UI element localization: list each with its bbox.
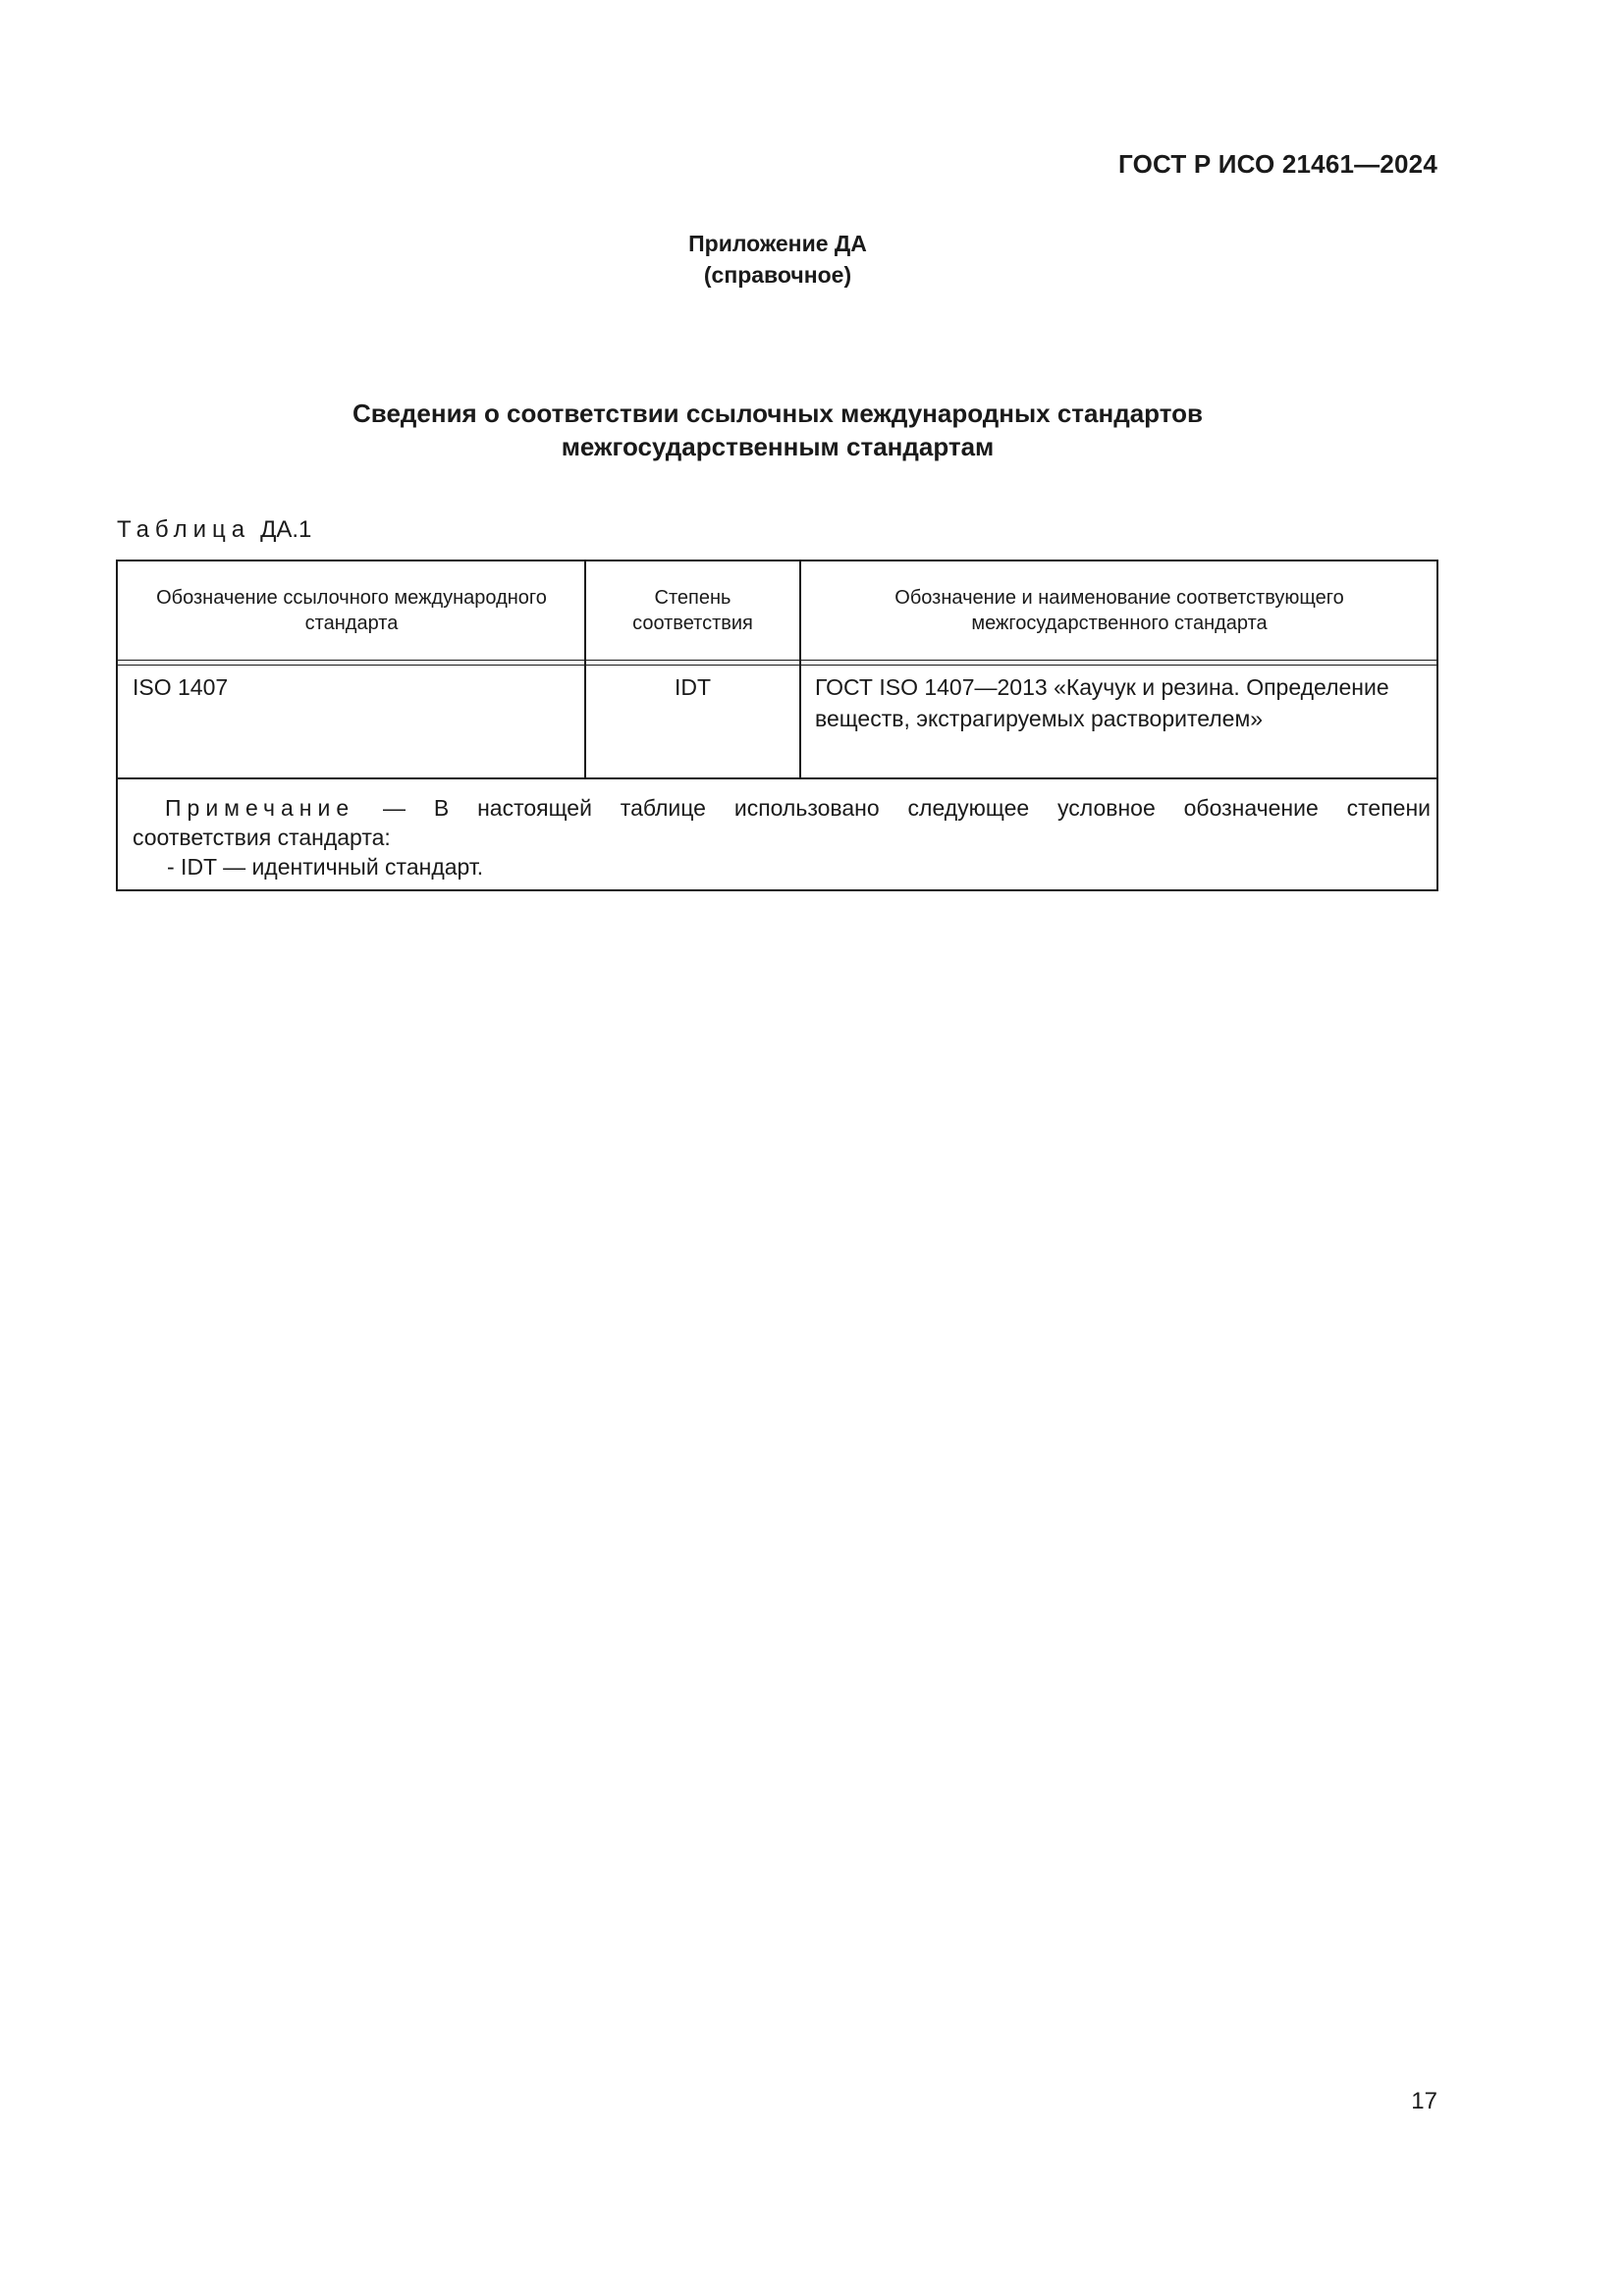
appendix-heading: [0, 228, 1555, 291]
document-code: ГОСТ Р ИСО 21461—2024: [1117, 149, 1437, 179]
note-text-line-2: соответствия стандарта:: [133, 825, 391, 850]
table-caption-word: Таблица: [117, 516, 251, 543]
table-note: [118, 779, 1436, 881]
table-cell-interstate-standard: ГОСТ ISO 1407—2013 «Каучук и резина. Определение веществ, экстрагируемых растворителем»: [815, 674, 1389, 731]
table-cell-degree: IDT: [674, 674, 712, 700]
note-text-line-1: — В настоящей таблице использовано следующее условное обозначение степени: [383, 795, 1431, 821]
column-header-degree: Степень соответствия: [632, 587, 753, 634]
column-header-interstate-standard: Обозначение и наименование соответствующего межгосударственного стандарта: [894, 587, 1344, 634]
section-heading: [0, 397, 1555, 463]
note-line-1: [133, 793, 1431, 823]
appendix-subtitle: (справочное): [703, 262, 852, 288]
section-heading-line-2: межгосударственным стандартам: [561, 432, 995, 461]
section-heading-line-1: Сведения о соответствии ссылочных международных стандартов: [352, 399, 1203, 428]
table-caption-number: ДА.1: [260, 516, 312, 543]
correspondence-table: [116, 560, 1438, 891]
page-number: 17: [1411, 2088, 1437, 2114]
appendix-title: Приложение ДА: [688, 231, 867, 256]
note-label: Примечание: [165, 795, 355, 821]
column-header-reference-standard: Обозначение ссылочного международного стандарта: [156, 587, 547, 634]
note-text-line-3: - IDT — идентичный стандарт.: [167, 854, 484, 880]
table-caption: [117, 516, 311, 544]
table-cell-reference: ISO 1407: [133, 674, 229, 700]
